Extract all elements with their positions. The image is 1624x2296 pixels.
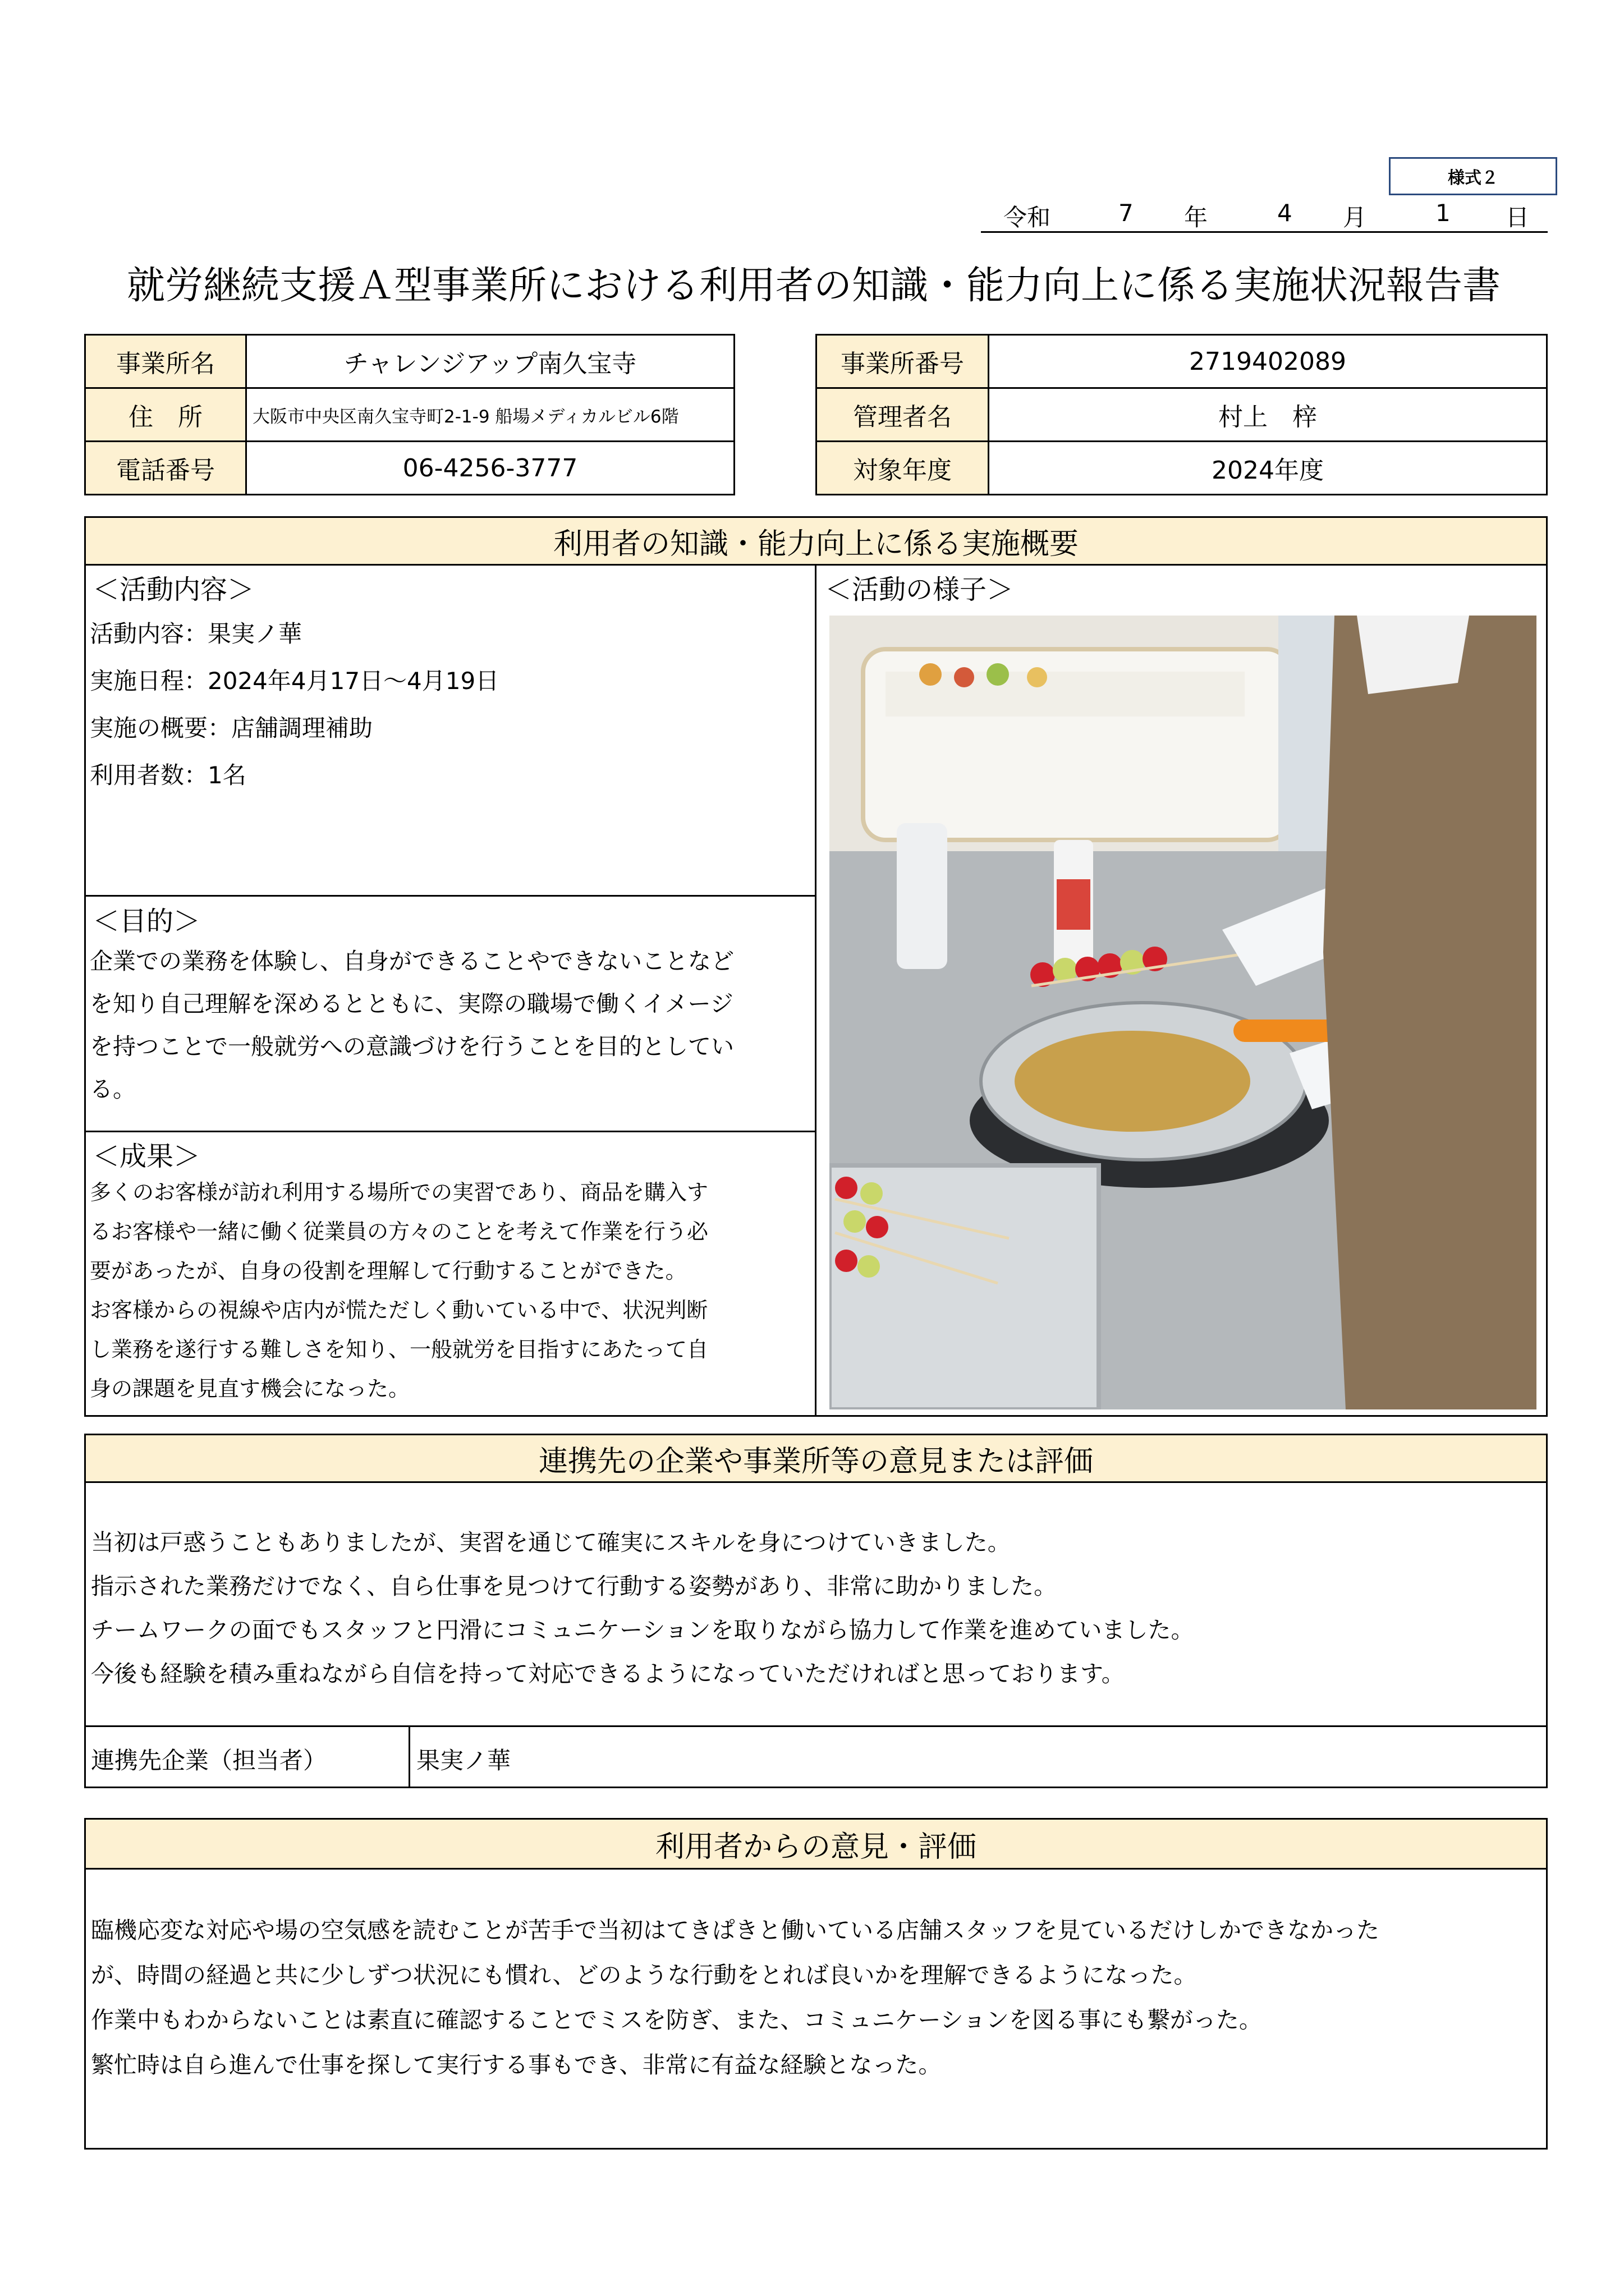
purpose-line: る。 [90,1076,136,1103]
user-comment-line: 臨機応変な対応や場の空気感を読むことが苦手で当初はてきぱきと働いている店舗スタッフを見ているだけしかできなかった [91,1917,1379,1944]
partner-comment-line: 今後も経験を積み重ねながら自信を持って対応できるようになっていただければと思っております。 [91,1660,1125,1687]
target-year-value: 2024年度 [989,442,1547,495]
user-comment-line: が、時間の経過と共に少しずつ状況にも慣れ、どのような行動をとれば良いかを理解できるようになった。 [91,1962,1197,1989]
result-line: 要があったが、自身の役割を理解して行動することができた。 [90,1259,687,1283]
date-month: 4 [1277,199,1292,227]
purpose-line: を持つことで一般就労への意識づけを行うことを目的としてい [90,1033,734,1060]
user-comments [91,1908,1379,2087]
partner-comment-line: 当初は戸惑うこともありましたが、実習を通じて確実にスキルを身につけていきました。 [91,1529,1011,1556]
activity-heading: ＜活動内容＞ [93,574,255,605]
office-detail-table [815,334,1548,495]
overview-heading: 利用者の知識・能力向上に係る実施概要 [84,516,1548,566]
purpose-heading: ＜目的＞ [93,906,201,937]
office-name-label: 事業所名 [85,335,246,388]
activity-item: 利用者数：1名 [90,761,246,789]
purpose-line: 企業での業務を体験し、自身ができることやできないことなど [90,948,734,975]
activity-item: 実施の概要：店舗調理補助 [90,714,373,742]
activity-list [90,610,499,799]
partner-company-value: 果実ノ華 [416,1747,511,1774]
office-number-label: 事業所番号 [816,335,989,388]
address-label: 住 所 [85,388,246,442]
result-text [90,1173,708,1408]
activity-item: 活動内容：果実ノ華 [90,620,302,648]
result-line: し業務を遂行する難しさを知り、一般就労を目指すにあたって自 [90,1337,709,1362]
date-era: 令和 [1003,204,1051,231]
activity-item: 実施日程：2024年4月17日～4月19日 [90,667,499,695]
phone-label: 電話番号 [85,442,246,495]
partner-comment-line: 指示された業務だけでなく、自ら仕事を見つけて行動する姿勢があり、非常に助かりました。 [91,1573,1057,1600]
date-year: 7 [1118,199,1134,227]
address-value: 大阪市中央区南久宝寺町2-1-9 船場メディカルビル6階 [246,388,735,442]
activity-photo [829,616,1536,1409]
activity-photo-illustration [829,616,1536,1409]
manager-value: 村上 梓 [989,388,1547,442]
result-line: 多くのお客様が訪れ利用する場所での実習であり、商品を購入す [90,1180,709,1205]
target-year-label: 対象年度 [816,442,989,495]
partner-company-divider [409,1725,410,1788]
partner-comments [91,1521,1194,1696]
report-date [981,194,1548,233]
partner-comment-line: チームワークの面でもスタッフと円滑にコミュニケーションを取りながら協力して作業を進めていました。 [91,1617,1194,1643]
result-line: 身の課題を見直す機会になった。 [90,1376,410,1401]
purpose-line: を知り自己理解を深めるとともに、実際の職場で働くイメージ [90,990,733,1017]
office-number-value: 2719402089 [989,335,1547,388]
manager-label: 管理者名 [816,388,989,442]
date-month-unit: 月 [1343,204,1367,231]
partner-heading: 連携先の企業や事業所等の意見または評価 [84,1434,1548,1483]
form-number-tag: 様式２ [1389,157,1557,195]
purpose-text [90,940,734,1110]
purpose-divider [84,895,816,897]
photo-heading: ＜活動の様子＞ [825,574,1014,605]
office-name-value: チャレンジアップ南久宝寺 [246,335,735,388]
result-line: お客様からの視線や店内が慌ただしく動いている中で、状況判断 [90,1298,708,1323]
user-comment-line: 作業中もわからないことは素直に確認することでミスを防ぎ、また、コミュニケーションを図る事にも繋がった。 [91,2006,1262,2033]
date-year-unit: 年 [1184,204,1208,231]
result-divider [84,1131,816,1132]
partner-company-label: 連携先企業（担当者） [91,1747,327,1774]
result-line: るお客様や一緒に働く従業員の方々のことを考えて作業を行う必 [90,1219,709,1244]
date-day: 1 [1435,199,1451,227]
office-info-table [84,334,735,495]
result-heading: ＜成果＞ [93,1141,201,1172]
date-day-unit: 日 [1506,204,1530,231]
phone-value: 06-4256-3777 [246,442,735,495]
report-title: 就労継続支援Ａ型事業所における利用者の知識・能力向上に係る実施状況報告書 [126,264,1501,308]
user-heading: 利用者からの意見・評価 [84,1818,1548,1870]
user-comment-line: 繁忙時は自ら進んで仕事を探して実行する事もでき、非常に有益な経験となった。 [91,2051,942,2078]
